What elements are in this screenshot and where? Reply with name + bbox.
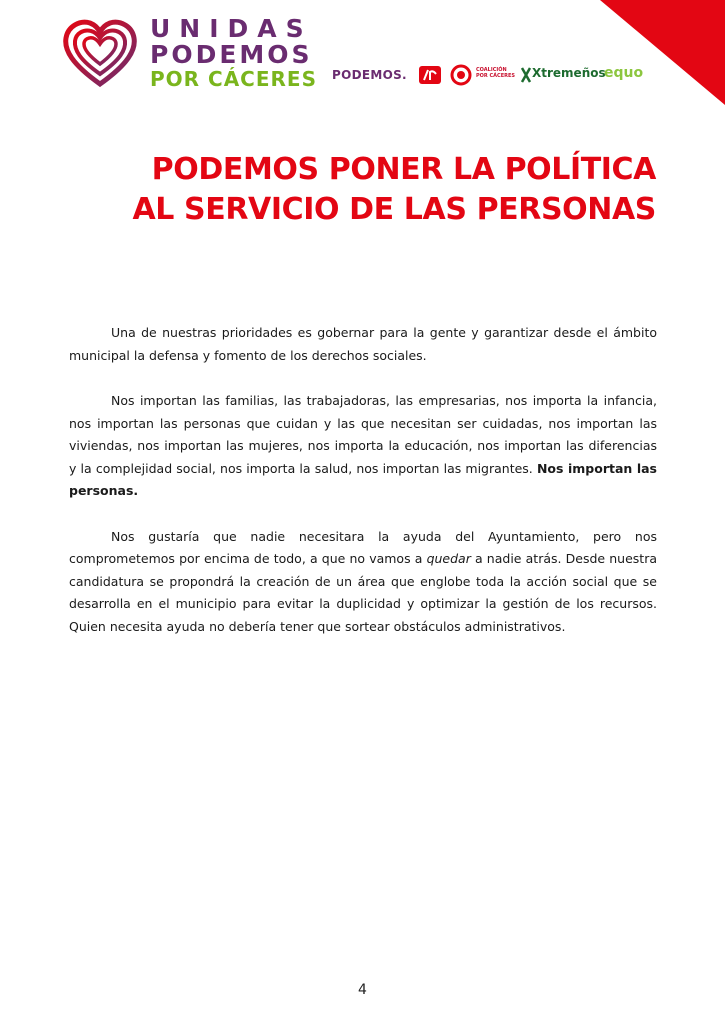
paragraph-2 [69,390,657,503]
page-title [60,150,656,230]
paragraph-2-text: Nos importan las familias, las trabajadoras, las empresarias, nos importa la infancia, nos importan las personas que cuidan y las que necesitan ser cuidadas, nos importan las viviendas, nos importan las mujeres, nos importa la educación, nos importan las diferencias y la complejidad social, nos importa la salud, nos importan las migrantes. [69,393,657,476]
paragraph-3 [69,526,657,639]
partner-podemos: PODEMOS. [332,68,407,82]
brand-line-2: PODEMOS [150,40,313,69]
partner-coalicion: COALICIÓN POR CÁCERES [476,67,515,79]
paragraph-3-part-b: a nadie atrás. Desde nuestra candidatura se propondrá la creación de un área que englobe toda la acción social que se desarrolla en el municipio para evitar la duplicidad y optimizar la gestión de los recursos. Quien necesita ayuda no debería tener que sortear obstáculos administrativos. [69,551,657,634]
paragraph-3-italic: quedar [426,551,471,566]
paragraph-3-part-a: Nos gustaría que nadie necesitara la ayuda del Ayuntamiento, pero nos comprometemos por encima de todo, a que no vamos a [69,528,657,566]
partner-equo: equo [604,65,644,81]
brand-logo-text [150,16,317,89]
title-line-2: AL SERVICIO DE LAS PERSONAS [132,192,656,227]
paragraph-2-bold: Nos importan las personas. [69,460,658,498]
coalicion-logo-icon [450,64,474,86]
paragraph-1: Una de nuestras prioridades es gobernar para la gente y garantizar desde el ámbito municipal la defensa y fomento de los derechos sociales. [69,325,657,363]
brand-line-1: UNIDAS [150,14,313,43]
page-number: 4 [358,982,367,998]
iu-logo-icon [418,64,442,86]
partner-logos [332,64,662,90]
body-text [69,322,657,661]
brand-line-3: POR CÁCERES [150,67,317,91]
title-line-1: PODEMOS PONER LA POLÍTICA [151,152,656,187]
extremenos-logo-icon [520,64,532,86]
heart-logo-icon [62,18,138,90]
partner-extremenos: Xtremeños [532,66,606,80]
